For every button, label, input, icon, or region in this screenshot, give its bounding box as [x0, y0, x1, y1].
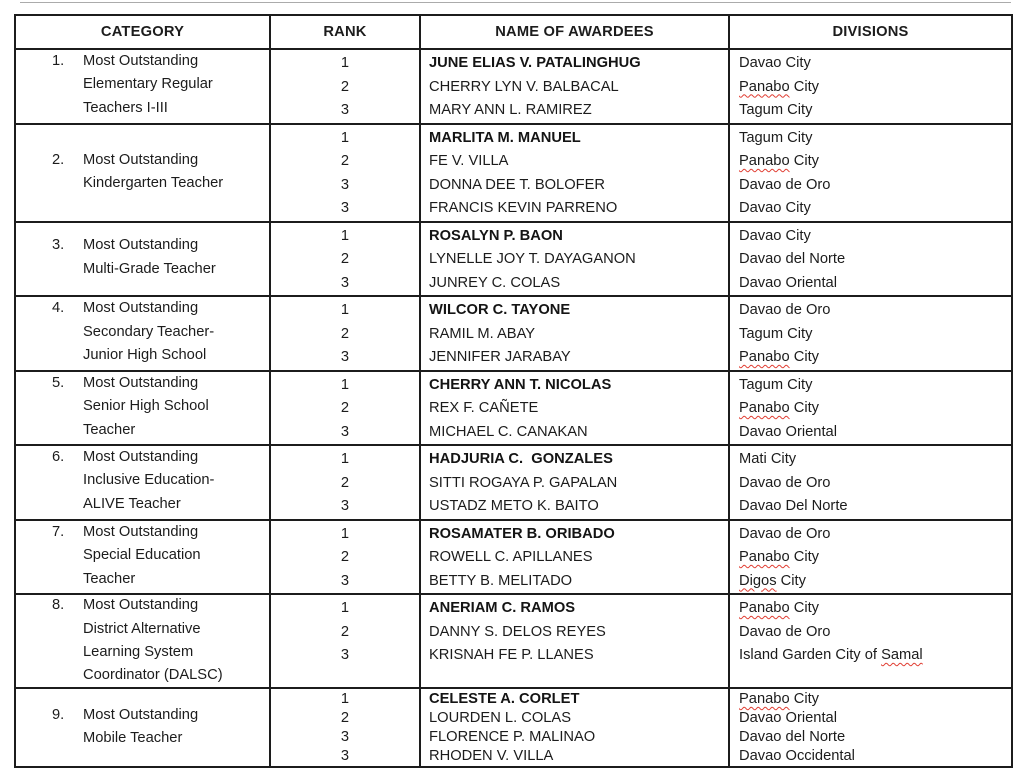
- division-name: Davao de Oro: [739, 623, 831, 640]
- awardee-name: FRANCIS KEVIN PARRENO: [429, 200, 618, 216]
- misspelled-word: Panabo: [739, 78, 790, 95]
- category-line: [83, 419, 269, 442]
- division-name: Davao de Oro: [739, 176, 831, 193]
- category-number: 9.: [52, 706, 65, 723]
- category-line: [52, 234, 269, 257]
- page-top-edge-line: [20, 2, 1011, 3]
- category-line-text: Most Outstanding: [83, 706, 199, 723]
- category-line: [52, 521, 269, 544]
- category-cell: [15, 688, 270, 767]
- table-row: [15, 296, 1012, 371]
- awardee-name: HADJURIA C. GONZALES: [429, 451, 613, 467]
- awardee-name: ANERIAM C. RAMOS: [429, 600, 576, 616]
- rank-value: 3: [340, 200, 350, 216]
- misspelled-word: Samal: [881, 647, 923, 663]
- category-line: [83, 493, 269, 516]
- rank-value: 1: [340, 451, 350, 467]
- table-row: [15, 49, 1012, 124]
- names-cell: [420, 371, 729, 446]
- category-line-text: Multi-Grade Teacher: [83, 260, 216, 277]
- rank-value: 3: [340, 498, 350, 514]
- category-number: 4.: [52, 300, 65, 317]
- rank-value: 1: [340, 600, 350, 616]
- divisions-cell: [729, 445, 1012, 520]
- rank-value: 3: [340, 647, 350, 663]
- awardee-name: WILCOR C. TAYONE: [429, 302, 571, 318]
- rank-value: 3: [340, 176, 350, 193]
- category-line-text: Senior High School: [83, 398, 209, 415]
- rank-value: 2: [340, 549, 350, 565]
- division-name: Panabo City: [739, 691, 820, 707]
- category-line-text: Most Outstanding: [83, 151, 199, 168]
- division-name: Tagum City: [739, 376, 813, 393]
- awardee-name: RHODEN V. VILLA: [429, 748, 554, 764]
- category-line: [83, 641, 269, 664]
- table-row: [15, 445, 1012, 520]
- category-number: 2.: [52, 151, 65, 168]
- awardee-name: RAMIL M. ABAY: [429, 325, 536, 342]
- awardee-name: JENNIFER JARABAY: [429, 349, 571, 365]
- category-line: [83, 664, 269, 687]
- table-row: [15, 371, 1012, 446]
- division-name: Davao City: [739, 55, 811, 71]
- category-line: [83, 172, 269, 195]
- divisions-cell: [729, 371, 1012, 446]
- category-number: 6.: [52, 448, 65, 465]
- division-name: Davao Del Norte: [739, 498, 848, 514]
- category-line-text: Most Outstanding: [83, 374, 199, 391]
- misspelled-word: Panabo: [739, 349, 790, 365]
- rank-value: 2: [340, 474, 350, 491]
- category-number: 3.: [52, 237, 65, 254]
- rank-value: 3: [340, 748, 350, 764]
- division-name: Panabo City: [739, 400, 820, 416]
- rank-value: 2: [340, 623, 350, 640]
- division-name: Davao del Norte: [739, 729, 846, 745]
- category-line-text: Teacher: [83, 421, 136, 438]
- rank-value: 1: [340, 129, 350, 146]
- header-cell-awardees: NAME OF AWARDEES: [420, 15, 729, 49]
- awardee-name: FLORENCE P. MALINAO: [429, 729, 596, 745]
- table-row: [15, 520, 1012, 595]
- category-line: [52, 149, 269, 172]
- awardee-name: ROSAMATER B. ORIBADO: [429, 525, 615, 542]
- divisions-cell: [729, 49, 1012, 124]
- awardee-name: KRISNAH FE P. LLANES: [429, 647, 594, 663]
- rank-value: 1: [340, 691, 350, 707]
- category-cell: [15, 594, 270, 688]
- awardee-name: JUNREY C. COLAS: [429, 274, 561, 291]
- division-name: Davao Oriental: [739, 423, 837, 440]
- category-text: [16, 223, 269, 293]
- awardee-name: JUNE ELIAS V. PATALINGHUG: [429, 55, 641, 71]
- category-line-text: Mobile Teacher: [83, 730, 183, 746]
- rank-cell: [270, 371, 420, 446]
- category-number: 1.: [52, 52, 65, 69]
- category-line: [83, 469, 269, 492]
- rank-value: 1: [340, 376, 350, 393]
- division-name: Panabo City: [739, 78, 820, 95]
- misspelled-word: Panabo: [739, 600, 790, 616]
- awardee-name: BETTY B. MELITADO: [429, 572, 573, 589]
- category-line-text: District Alternative: [83, 620, 201, 637]
- divisions-cell: [729, 688, 1012, 767]
- misspelled-word: Panabo: [739, 691, 790, 707]
- awardee-name: CHERRY ANN T. NICOLAS: [429, 376, 612, 393]
- header-cell-divisions: DIVISIONS: [729, 15, 1012, 49]
- division-name: Davao City: [739, 200, 811, 216]
- category-line: [52, 50, 269, 73]
- awardee-name: DONNA DEE T. BOLOFER: [429, 176, 606, 193]
- names-cell: [420, 49, 729, 124]
- category-line: [83, 395, 269, 418]
- awardee-name: CELESTE A. CORLET: [429, 691, 580, 707]
- misspelled-word: Panabo: [739, 549, 790, 565]
- awardee-name: FE V. VILLA: [429, 153, 509, 169]
- category-text: [16, 521, 269, 592]
- rank-value: 2: [340, 400, 350, 416]
- awardee-name: MARLITA M. MANUEL: [429, 129, 581, 146]
- table-row: [15, 594, 1012, 688]
- rank-cell: [270, 520, 420, 595]
- category-number: 7.: [52, 523, 65, 540]
- category-line-text: Teachers I-III: [83, 99, 168, 116]
- division-name: Panabo City: [739, 549, 820, 565]
- category-cell: [15, 371, 270, 446]
- awardee-name: LOURDEN L. COLAS: [429, 710, 572, 726]
- category-text: [16, 50, 269, 120]
- rank-value: 1: [340, 302, 350, 318]
- category-line-text: Coordinator (DALSC): [83, 667, 223, 684]
- misspelled-word: Panabo: [739, 153, 790, 169]
- category-line-text: Most Outstanding: [83, 300, 199, 317]
- category-cell: [15, 124, 270, 222]
- category-line-text: Kindergarten Teacher: [83, 175, 224, 191]
- rank-value: 3: [340, 274, 350, 291]
- rank-cell: [270, 49, 420, 124]
- awardees-table: [14, 14, 1013, 768]
- category-line: [83, 73, 269, 96]
- category-line-text: Secondary Teacher-: [83, 323, 215, 340]
- division-name: Davao Oriental: [739, 274, 837, 291]
- category-line: [83, 618, 269, 641]
- category-line-text: Learning System: [83, 644, 194, 660]
- category-cell: [15, 445, 270, 520]
- division-name: Tagum City: [739, 102, 813, 118]
- division-name: Davao Oriental: [739, 710, 837, 726]
- header-row: [15, 15, 1012, 49]
- division-name: Island Garden City of Samal: [739, 647, 923, 663]
- category-line: [52, 372, 269, 395]
- awardee-name: MICHAEL C. CANAKAN: [429, 423, 588, 440]
- awardee-name: ROSALYN P. BAON: [429, 227, 563, 244]
- category-line-text: Most Outstanding: [83, 597, 199, 614]
- category-line-text: Special Education: [83, 547, 201, 564]
- rank-value: 2: [340, 153, 350, 169]
- division-name: Mati City: [739, 451, 797, 467]
- divisions-cell: [729, 222, 1012, 297]
- category-line-text: Most Outstanding: [83, 448, 199, 465]
- category-line: [52, 704, 269, 727]
- category-line-text: Most Outstanding: [83, 523, 199, 540]
- category-line-text: Most Outstanding: [83, 52, 199, 69]
- names-cell: [420, 520, 729, 595]
- division-name: Tagum City: [739, 325, 813, 342]
- rank-cell: [270, 688, 420, 767]
- division-name: Davao Occidental: [739, 748, 855, 764]
- category-cell: [15, 222, 270, 297]
- category-line-text: Teacher: [83, 570, 136, 587]
- division-name: Tagum City: [739, 129, 813, 146]
- rank-value: 1: [340, 227, 350, 244]
- category-line: [83, 544, 269, 567]
- awardee-name: MARY ANN L. RAMIREZ: [429, 102, 592, 118]
- division-name: Panabo City: [739, 600, 820, 616]
- rank-value: 3: [340, 423, 350, 440]
- division-name: Davao de Oro: [739, 525, 831, 542]
- category-text: [16, 125, 269, 220]
- rank-cell: [270, 222, 420, 297]
- awardee-name: DANNY S. DELOS REYES: [429, 623, 606, 640]
- category-text: [16, 446, 269, 516]
- category-line-text: Junior High School: [83, 347, 207, 364]
- rank-value: 1: [340, 55, 350, 71]
- names-cell: [420, 688, 729, 767]
- awardee-name: REX F. CAÑETE: [429, 400, 539, 416]
- category-line: [83, 727, 269, 750]
- divisions-cell: [729, 594, 1012, 688]
- header-cell-category: CATEGORY: [15, 15, 270, 49]
- divisions-cell: [729, 296, 1012, 371]
- category-line-text: Inclusive Education-: [83, 472, 215, 489]
- category-line: [83, 258, 269, 281]
- category-text: [16, 372, 269, 443]
- misspelled-word: Digos: [739, 572, 777, 589]
- category-line: [52, 446, 269, 469]
- awardee-name: ROWELL C. APILLANES: [429, 549, 593, 565]
- category-cell: [15, 49, 270, 124]
- rank-value: 2: [340, 710, 350, 726]
- divisions-cell: [729, 124, 1012, 222]
- category-number: 8.: [52, 597, 65, 614]
- division-name: Davao de Oro: [739, 474, 831, 491]
- category-number: 5.: [52, 374, 65, 391]
- awardee-name: CHERRY LYN V. BALBACAL: [429, 78, 619, 95]
- division-name: Davao de Oro: [739, 302, 831, 318]
- names-cell: [420, 222, 729, 297]
- rank-cell: [270, 445, 420, 520]
- rank-cell: [270, 594, 420, 688]
- rank-value: 3: [340, 349, 350, 365]
- table-row: [15, 688, 1012, 767]
- category-text: [16, 297, 269, 368]
- category-line: [83, 568, 269, 591]
- divisions-cell: [729, 520, 1012, 595]
- awardee-name: SITTI ROGAYA P. GAPALAN: [429, 474, 618, 491]
- header-cell-rank: RANK: [270, 15, 420, 49]
- category-line: [83, 321, 269, 344]
- category-cell: [15, 520, 270, 595]
- rank-value: 3: [340, 729, 350, 745]
- names-cell: [420, 445, 729, 520]
- names-cell: [420, 594, 729, 688]
- category-line: [52, 594, 269, 617]
- rank-value: 3: [340, 102, 350, 118]
- rank-value: 2: [340, 78, 350, 95]
- rank-value: 3: [340, 572, 350, 589]
- names-cell: [420, 124, 729, 222]
- table-row: [15, 222, 1012, 297]
- names-cell: [420, 296, 729, 371]
- division-name: Davao del Norte: [739, 251, 846, 267]
- category-line: [83, 97, 269, 120]
- awardees-table-body: [15, 49, 1012, 767]
- category-text: [16, 595, 269, 687]
- awardee-name: LYNELLE JOY T. DAYAGANON: [429, 251, 636, 267]
- rank-cell: [270, 124, 420, 222]
- division-name: Panabo City: [739, 153, 820, 169]
- category-text: [16, 689, 269, 765]
- category-line: [52, 297, 269, 320]
- category-line-text: Most Outstanding: [83, 237, 199, 254]
- rank-value: 1: [340, 525, 350, 542]
- division-name: Davao City: [739, 227, 811, 244]
- table-row: [15, 124, 1012, 222]
- division-name: Digos City: [739, 572, 806, 589]
- rank-cell: [270, 296, 420, 371]
- rank-value: 2: [340, 251, 350, 267]
- category-line-text: ALIVE Teacher: [83, 495, 181, 512]
- awardee-name: USTADZ METO K. BAITO: [429, 498, 599, 514]
- category-line: [83, 344, 269, 367]
- category-cell: [15, 296, 270, 371]
- division-name: Panabo City: [739, 349, 820, 365]
- rank-value: 2: [340, 325, 350, 342]
- misspelled-word: Panabo: [739, 400, 790, 416]
- category-line-text: Elementary Regular: [83, 76, 213, 93]
